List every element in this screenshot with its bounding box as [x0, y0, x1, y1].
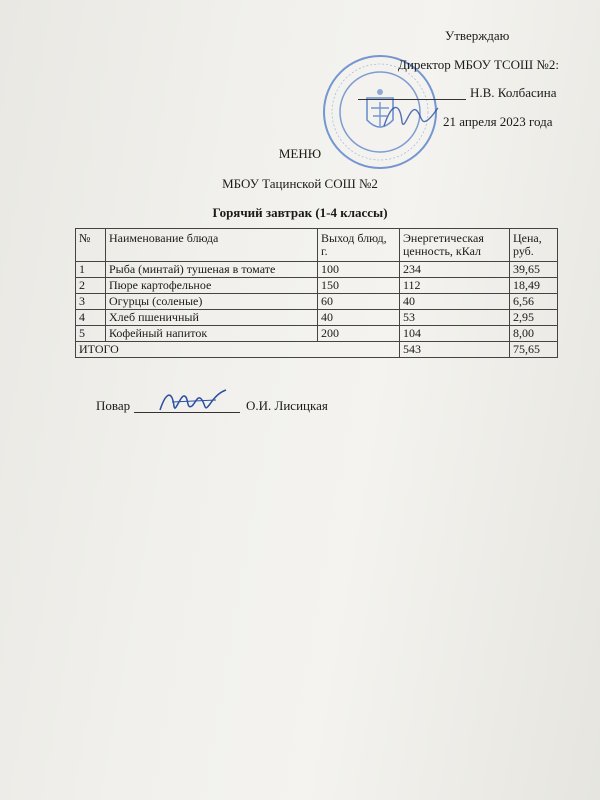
meal-title: Горячий завтрак (1-4 классы): [212, 205, 388, 220]
dish-output: 100: [318, 262, 400, 278]
dish-price: 8,00: [510, 326, 558, 342]
director-signature: [380, 96, 440, 136]
dish-name: Огурцы (соленые): [106, 294, 318, 310]
row-number: 1: [76, 262, 106, 278]
menu-table: [75, 228, 558, 358]
column-header-output: Выход блюд, г.: [318, 229, 400, 262]
column-header-energy: Энергетическая ценность, кКал: [400, 229, 510, 262]
table-header-row: [76, 229, 558, 262]
column-header-number: №: [76, 229, 106, 262]
row-number: 3: [76, 294, 106, 310]
approval-name: Н.В. Колбасина: [470, 85, 557, 100]
dish-name: Кофейный напиток: [106, 326, 318, 342]
table-row: [76, 278, 558, 294]
total-price: 75,65: [510, 342, 558, 358]
total-output: 543: [400, 342, 510, 358]
dish-name: Пюре картофельное: [106, 278, 318, 294]
approval-date: 21 апреля 2023 года: [443, 114, 553, 129]
dish-price: 2,95: [510, 310, 558, 326]
dish-energy: 234: [400, 262, 510, 278]
dish-energy: 53: [400, 310, 510, 326]
row-number: 2: [76, 278, 106, 294]
dish-energy: 104: [400, 326, 510, 342]
row-number: 4: [76, 310, 106, 326]
table-row: [76, 310, 558, 326]
dish-energy: 40: [400, 294, 510, 310]
column-header-price: Цена, руб.: [510, 229, 558, 262]
dish-name: Хлеб пшеничный: [106, 310, 318, 326]
menu-title: МЕНЮ: [278, 146, 322, 161]
dish-output: 200: [318, 326, 400, 342]
column-header-dish-name: Наименование блюда: [106, 229, 318, 262]
table-row: [76, 326, 558, 342]
dish-energy: 112: [400, 278, 510, 294]
dish-output: 40: [318, 310, 400, 326]
approval-director: Директор МБОУ ТСОШ №2:: [398, 57, 559, 72]
dish-output: 150: [318, 278, 400, 294]
table-row: [76, 294, 558, 310]
dish-output: 60: [318, 294, 400, 310]
dish-price: 6,56: [510, 294, 558, 310]
dish-price: 18,49: [510, 278, 558, 294]
cook-signature: [156, 384, 230, 418]
approval-title: Утверждаю: [445, 28, 510, 43]
table-row: [76, 262, 558, 278]
cook-label: Повар: [96, 398, 131, 413]
dish-price: 39,65: [510, 262, 558, 278]
total-label: ИТОГО: [76, 342, 400, 358]
school-name: МБОУ Тацинской СОШ №2: [222, 176, 378, 191]
total-row: [76, 342, 558, 358]
dish-name: Рыба (минтай) тушеная в томате: [106, 262, 318, 278]
cook-name: О.И. Лисицкая: [246, 398, 328, 413]
row-number: 5: [76, 326, 106, 342]
